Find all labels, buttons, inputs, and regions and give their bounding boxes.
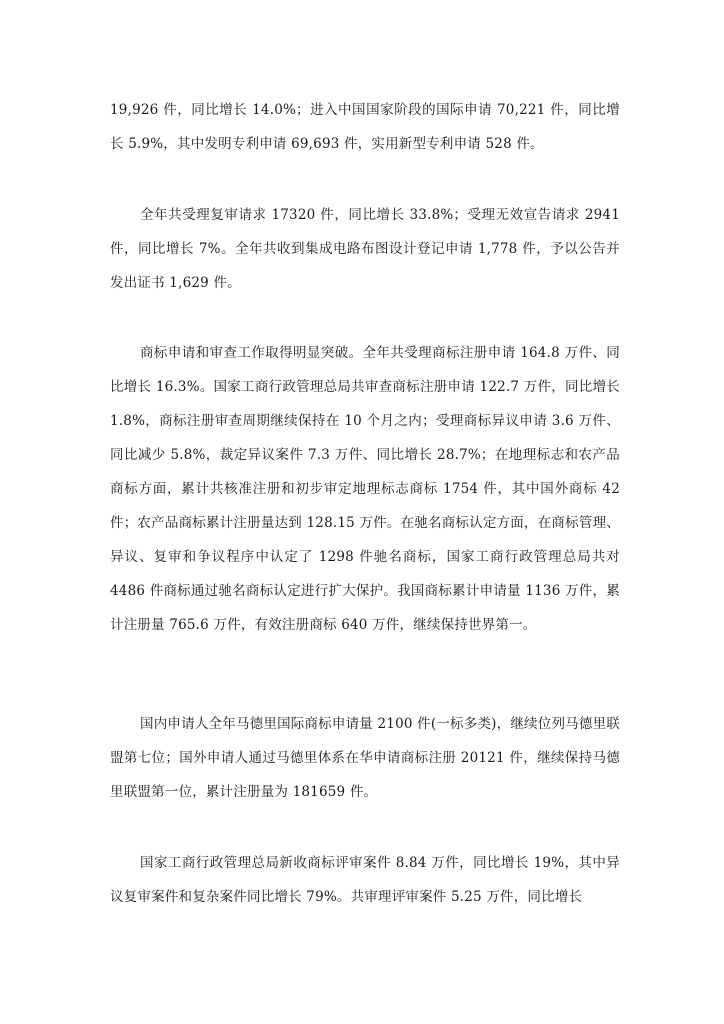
paragraph-review-requests: 全年共受理复审请求 17320 件，同比增长 33.8%；受理无效宣告请求 2941 件，同比增长 7%。全年共收到集成电路布图设计登记申请 1,778 件，予以公告并发出证书 1,629 件。	[110, 207, 620, 291]
paragraph-patent-international: 19,926 件，同比增长 14.0%；进入中国国家阶段的国际申请 70,221 件，同比增长 5.9%，其中发明专利申请 69,693 件，实用新型专利申请 528 件。	[110, 102, 620, 152]
paragraph-trademark-appeal-cases: 国家工商行政管理总局新收商标评审案件 8.84 万件，同比增长 19%，其中异议复审案件和复杂案件同比增长 79%。共审理评审案件 5.25 万件，同比增长	[110, 855, 620, 905]
paragraph-madrid-applications: 国内申请人全年马德里国际商标申请量 2100 件(一标多类)，继续位列马德里联盟第七位；国外申请人通过马德里体系在华申请商标注册 20121 件，继续保持马德里联盟第一位，累计注册量为 181659 件。	[110, 716, 620, 800]
paragraph-trademark-review: 商标申请和审查工作取得明显突破。全年共受理商标注册申请 164.8 万件、同比增长 16.3%。国家工商行政管理总局共审查商标注册申请 122.7 万件，同比增长 1.8%，商标注册审查周期继续保持在 10 个月之内；受理商标异议申请 3.6 万件、同比减少 5.8%，裁定异议案件 7.3 万件、同比增长 28.7%；在地理标志和农产品商标方面，累计共核准注册和初步审定地理标志商标 1754 件，其中国外商标 42 件；农产品商标累计注册量达到 128.15 万件。在驰名商标认定方面，在商标管理、异议、复审和争议程序中认定了 1298 件驰名商标，国家工商行政管理总局共对 4486 件商标通过驰名商标认定进行扩大保护。我国商标累计申请量 1136 万件，累计注册量 765.6 万件，有效注册商标 640 万件，继续保持世界第一。	[110, 345, 620, 633]
